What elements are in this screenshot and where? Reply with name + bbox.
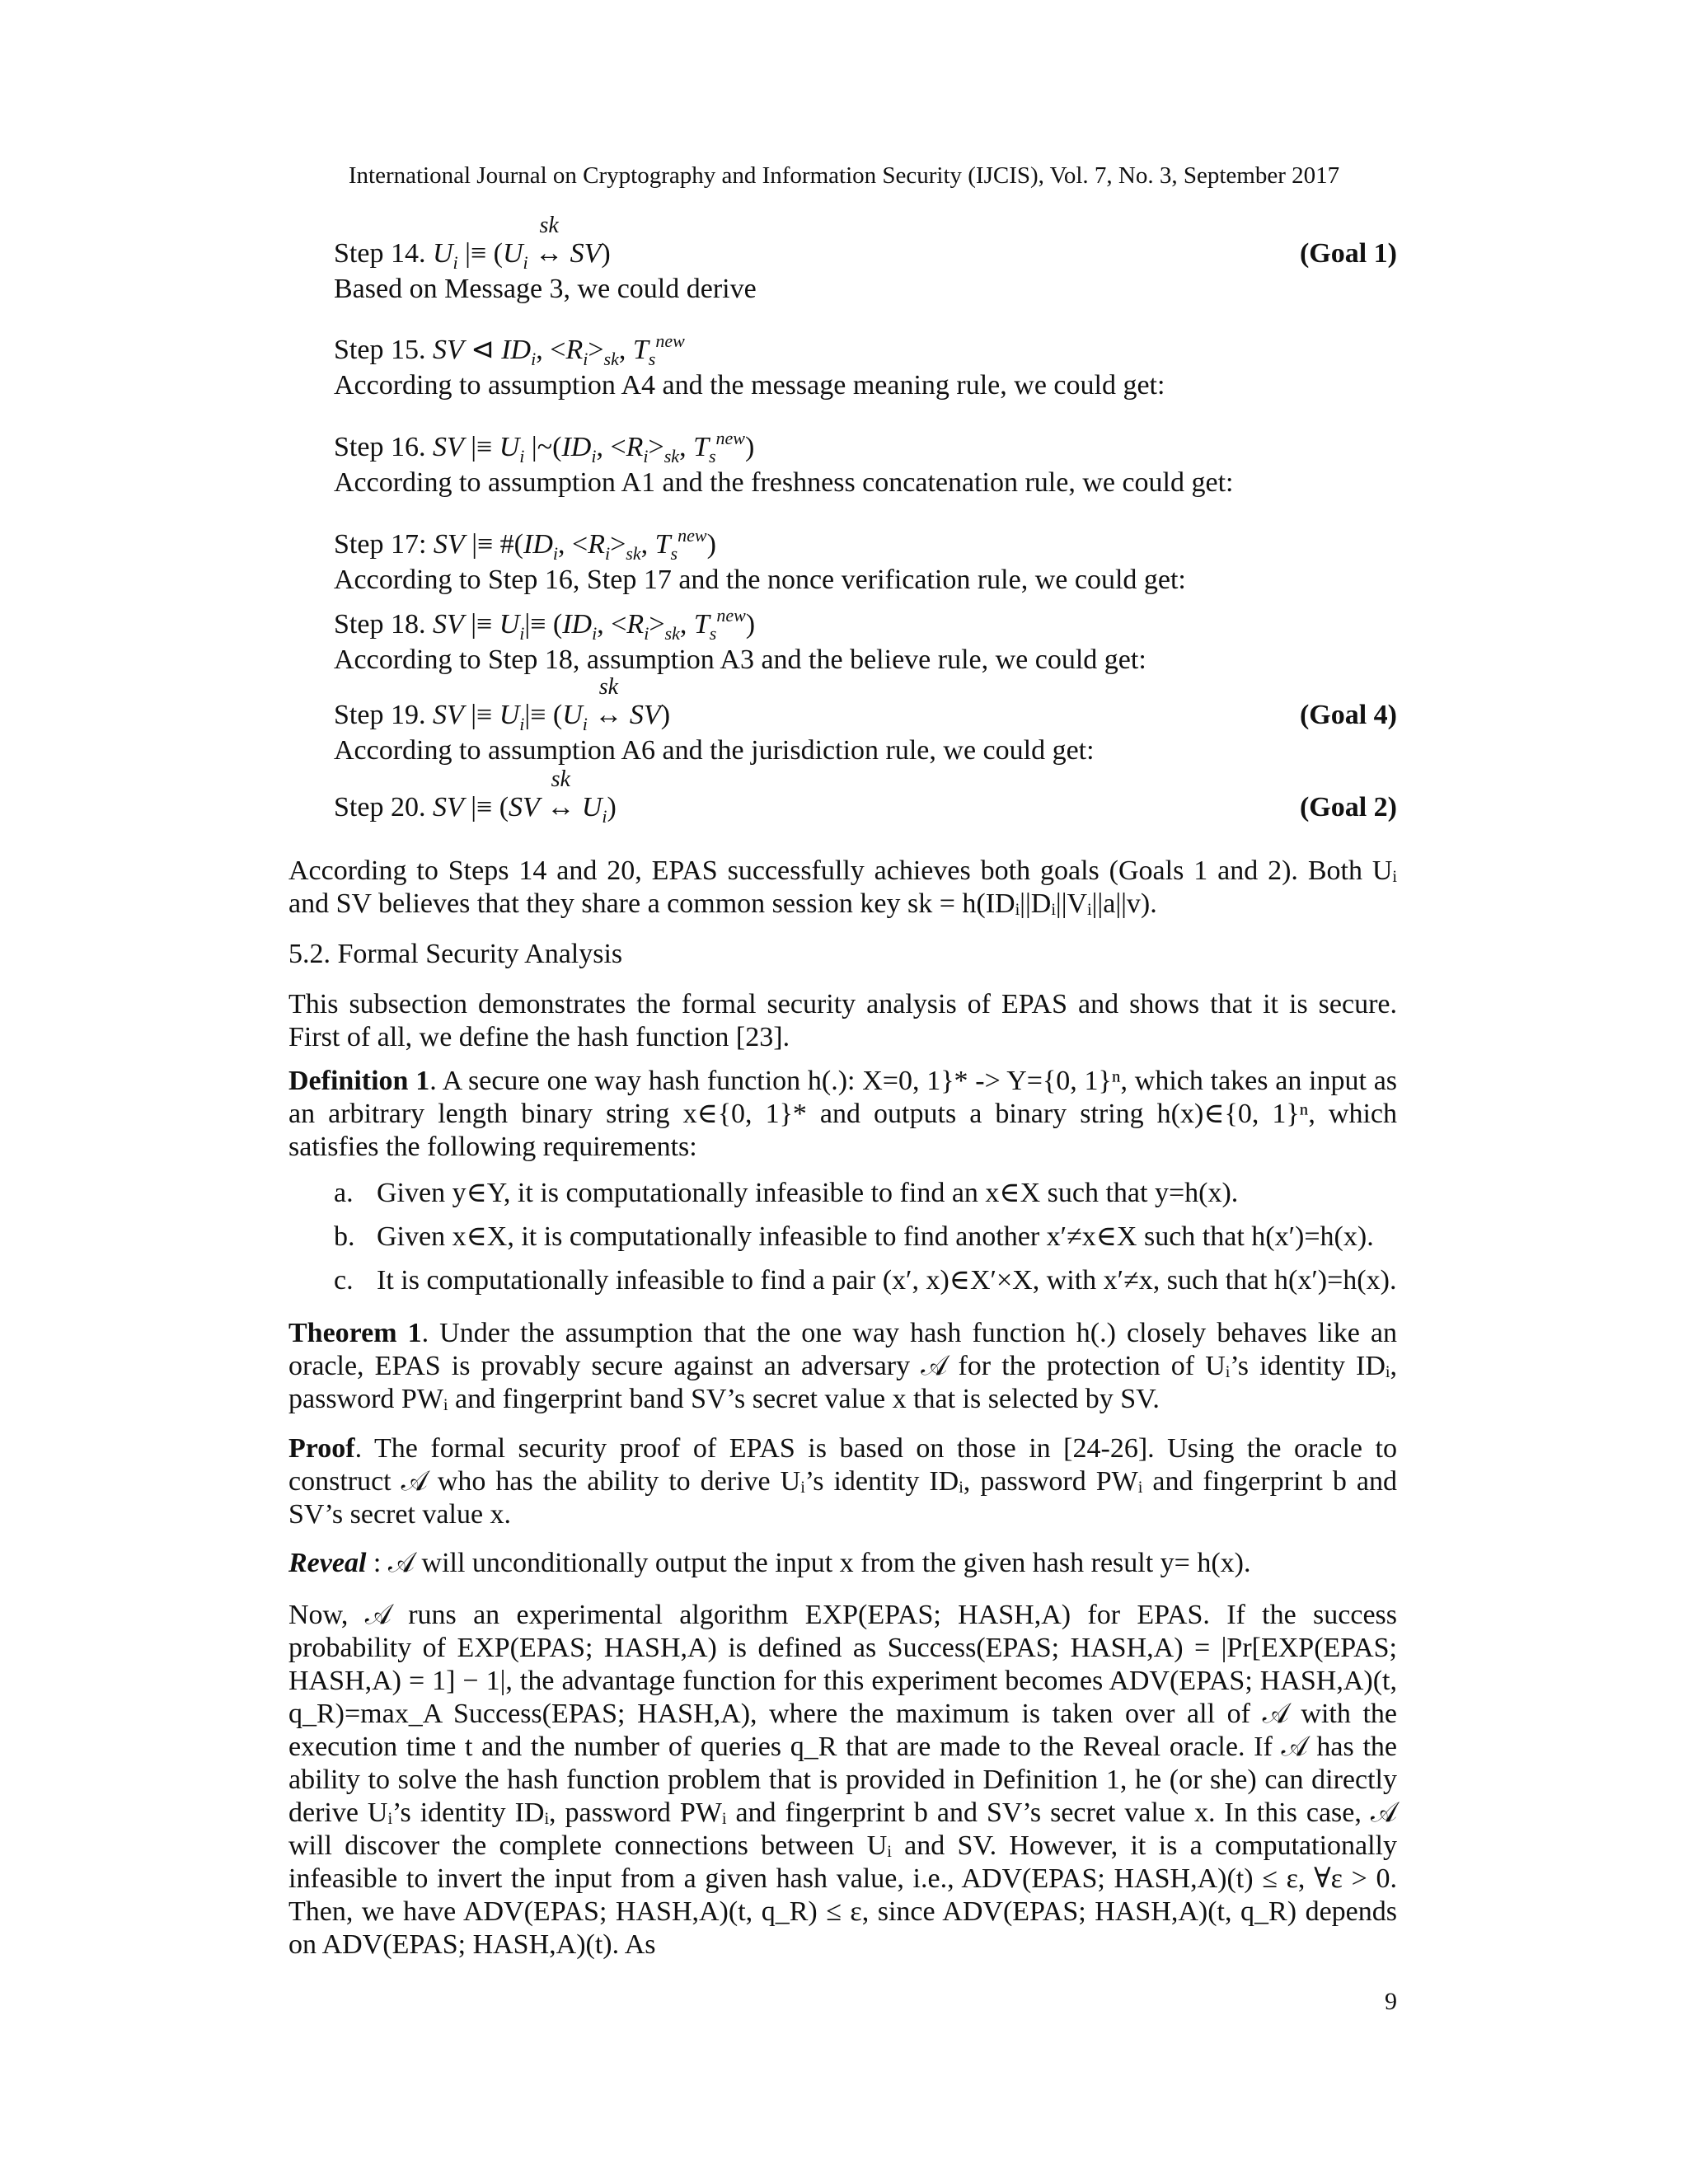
reveal-text: : 𝒜 will unconditionally output the input x from the given hash result y= h(x). <box>373 1548 1251 1578</box>
definition-1: Definition 1. A secure one way hash function h(.): X=0, 1}* -> Y={0, 1}ⁿ, which takes an input as an arbitrary length binary string x∈{0, 1}* and outputs a binary string h(x)∈{0, 1}ⁿ, which satisfies the following requirements: <box>288 1066 1398 1162</box>
step-19-note: According to assumption A6 and the jurisdiction rule, we could get: <box>334 735 1095 766</box>
step-16: Step 16. SV |≡ $U_i$ $|\sim(ID_i$, $<R_i>_{sk}$, $T_s^{new}$) According to assumption A1 and the freshness concatenation rule, we could get: <box>334 431 1397 499</box>
list-item: a. Given y∈Y, it is computationally infeasible to find an x∈X such that y=h(x). <box>334 1178 1239 1208</box>
step-15: Step 15. SV ⊲ $ID_i$, $<R_i>_{sk}$, $T_s^{new}$ According to assumption A4 and the message meaning rule, we could get: <box>334 334 1397 402</box>
running-header: International Journal on Cryptography and Information Security (IJCIS), Vol. 7, No. 3, September 2017 <box>348 162 1340 189</box>
proof-label: Proof <box>288 1433 355 1464</box>
step-18-note: According to Step 18, assumption A3 and the believe rule, we could get: <box>334 644 1146 675</box>
sk-label: sk <box>598 674 619 700</box>
proof-text: The formal security proof of EPAS is based on those in [24-26]. Using the oracle to construct 𝒜 who has the ability to derive Uᵢ’s identity IDᵢ, password PWᵢ and fingerprint b and SV’s secret value x. <box>288 1433 1397 1530</box>
definition-text: A secure one way hash function h(.): X=0, 1}* -> Y={0, 1}ⁿ, which takes an input as an arbitrary length binary string x∈{0, 1}* and outputs a binary string h(x)∈{0, 1}ⁿ, which satisfies the following requirements: <box>288 1066 1398 1162</box>
step-17: Step 17: SV |≡ $\#(ID_i$, $<R_i>_{sk}$, $T_s^{new}$) According to Step 16, Step 17 and the nonce verification rule, we could get: <box>334 528 1397 597</box>
theorem-1: Theorem 1. Under the assumption that the one way hash function h(.) closely behaves like an oracle, EPAS is provably secure against an adversary 𝒜 for the protection of Uᵢ’s identity IDᵢ, password PWᵢ and fingerprint band SV’s secret value x that is selected by SV. <box>288 1318 1397 1414</box>
sk-label: sk <box>539 213 559 238</box>
proof: Proof. The formal security proof of EPAS is based on those in [24-26]. Using the oracle to construct 𝒜 who has the ability to derive Uᵢ’s identity IDᵢ, password PWᵢ and fingerprint b and SV’s secret value x. <box>288 1433 1397 1530</box>
goal-2-label: (Goal 2) <box>1299 792 1397 823</box>
final-paragraph: Now, 𝒜 runs an experimental algorithm EXP(EPAS; HASH,A) for EPAS. If the success probability of EXP(EPAS; HASH,A) is defined as Success(EPAS; HASH,A) = |Pr[EXP(EPAS; HASH,A) = 1] − 1|, the advantage function for this experiment becomes ADV(EPAS; HASH,A)(t, q_R)=max_A Success(EPAS; HASH,A), where the maximum is taken over all of 𝒜 with the execution time t and the number of queries q_R that are made to the Reveal oracle. If 𝒜 has the ability to solve the hash function problem that is provided in Definition 1, he (or she) can directly derive Uᵢ’s identity IDᵢ, password PWᵢ and fingerprint b and SV’s secret value x. In this case, 𝒜 will discover the complete connections between Uᵢ and SV. However, it is a computationally infeasible to invert the input from a given hash value, i.e., ADV(EPAS; HASH,A)(t) ≤ ε, ∀ε > 0. Then, we have ADV(EPAS; HASH,A)(t, q_R) ≤ ε, since ADV(EPAS; HASH,A)(t, q_R) depends on ADV(EPAS; HASH,A)(t). As <box>288 1600 1397 1960</box>
step-14-note: Based on Message 3, we could derive <box>334 274 757 304</box>
section-heading: 5.2. Formal Security Analysis <box>288 939 623 969</box>
list-item: b. Given x∈X, it is computationally infeasible to find another x′≠x∈X such that h(x′)=h(x). <box>334 1221 1374 1252</box>
requirements-list <box>334 1177 1397 1297</box>
step-18: Step 18. SV |≡ $U_i|\equiv (ID_i$, $<R_i>_{sk}$, $T_s^{new}$) According to Step 18, assumption A3 and the believe rule, we could get: <box>334 608 1397 677</box>
reveal-label: Reveal <box>288 1548 367 1578</box>
theorem-text: Under the assumption that the one way hash function h(.) closely behaves like an oracle, EPAS is provably secure against an adversary 𝒜 for the protection of Uᵢ’s identity IDᵢ, password PWᵢ and fingerprint band SV’s secret value x that is selected by SV. <box>288 1318 1397 1414</box>
conclusion-paragraph: According to Steps 14 and 20, EPAS successfully achieves both goals (Goals 1 and 2). Both Uᵢ and SV believes that they share a common session key sk = h(IDᵢ||Dᵢ||Vᵢ||a||v). <box>288 855 1397 919</box>
step-14: Step 14. $U_i$ |≡ ($U_i$ sk ↔ SV) (Goal 1) Based on Message 3, we could derive <box>334 237 1397 306</box>
goal-4-label: (Goal 4) <box>1299 700 1397 730</box>
definition-label: Definition 1 <box>288 1066 430 1096</box>
step-17-note: According to Step 16, Step 17 and the nonce verification rule, we could get: <box>334 565 1186 595</box>
step-20: Step 20. SV |≡ (SV sk ↔ $U_i$) (Goal 2) <box>334 791 1397 827</box>
goal-1-label: (Goal 1) <box>1299 238 1397 269</box>
step-16-note: According to assumption A1 and the freshness concatenation rule, we could get: <box>334 467 1234 498</box>
page-number: 9 <box>1385 1988 1397 2015</box>
theorem-label: Theorem 1 <box>288 1318 422 1348</box>
reveal-line <box>288 1547 1397 1580</box>
section-intro: This subsection demonstrates the formal security analysis of EPAS and shows that it is secure. First of all, we define the hash function [23]. <box>288 989 1397 1052</box>
sk-label: sk <box>551 766 570 792</box>
step-19: Step 19. SV |≡ $U_i|\equiv (U_i$ sk ↔ SV) (Goal 4) According to assumption A6 and the jurisdiction rule, we could get: <box>334 699 1397 767</box>
list-item: c. It is computationally infeasible to find a pair (x′, x)∈X′×X, with x′≠x, such that h(x′)=h(x). <box>334 1265 1397 1296</box>
step-15-note: According to assumption A4 and the message meaning rule, we could get: <box>334 370 1165 401</box>
